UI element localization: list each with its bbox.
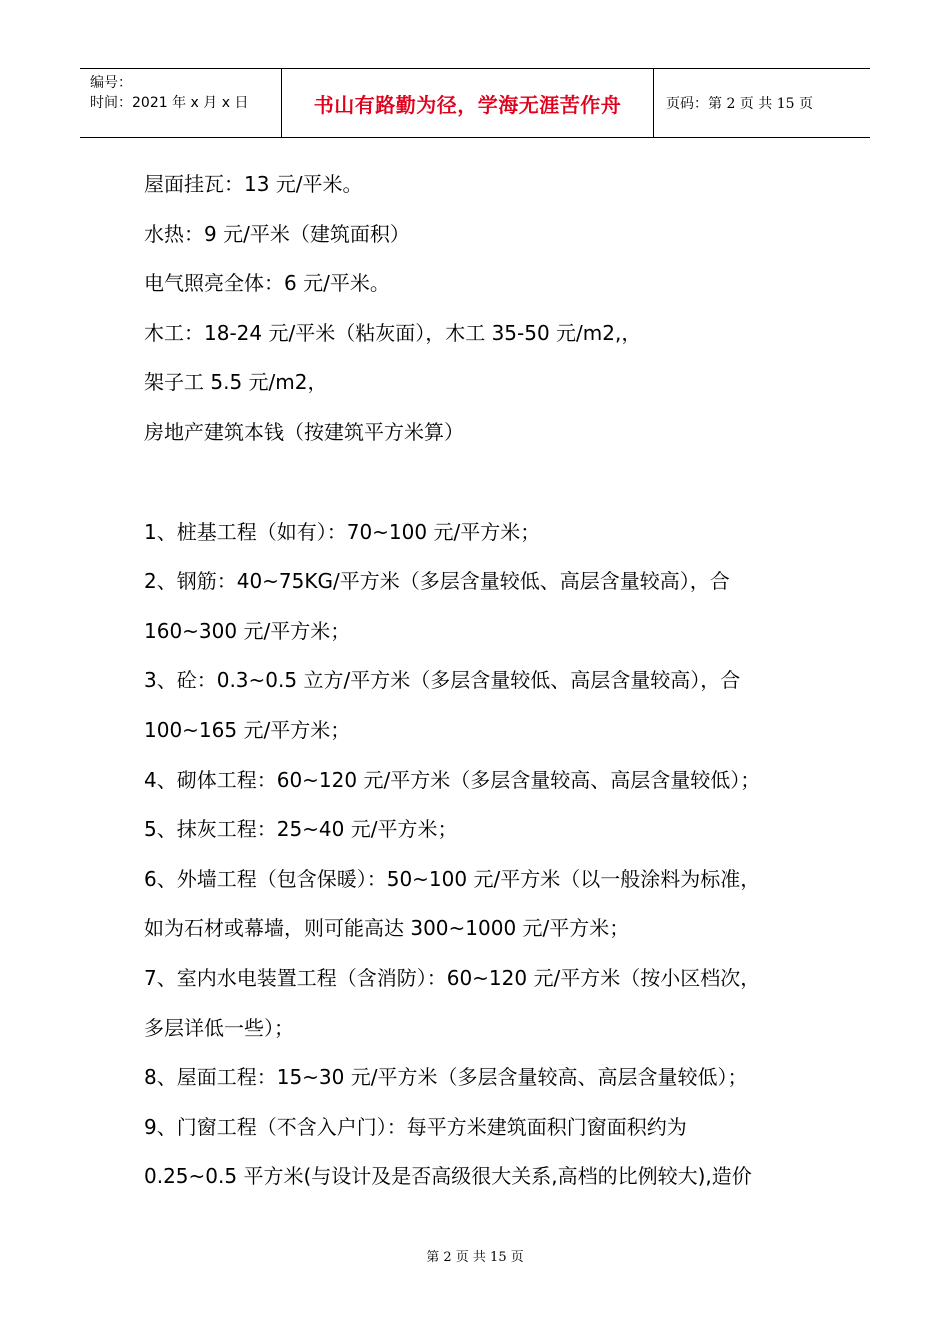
cost-item-line: 多层详低一些）； — [144, 1015, 294, 1040]
price-line: 木工：18-24 元/平米（粘灰面），木工 35-50 元/m2,， — [144, 320, 642, 345]
cost-item-line: 100~165 元/平方米； — [144, 717, 351, 742]
cost-item-line: 6、外墙工程（包含保暖）：50~100 元/平方米（以一般涂料为标准， — [144, 866, 761, 891]
document-date-label: 时间：2021 年 x 月 x 日 — [90, 95, 249, 111]
document-body — [144, 160, 834, 1202]
cost-item-line: 8、屋面工程：15~30 元/平方米（多层含量较高、高层含量较低）； — [144, 1065, 748, 1090]
cost-item-line: 3、砼：0.3~0.5 立方/平方米（多层含量较低、高层含量较高），合 — [144, 668, 741, 693]
cost-item-line: 2、钢筋：40~75KG/平方米（多层含量较低、高层含量较高），合 — [144, 569, 730, 594]
header-page-info: 页码：第 2 页 共 15 页 — [666, 96, 813, 112]
cost-item-line: 5、抹灰工程：25~40 元/平方米； — [144, 817, 458, 842]
section-heading: 房地产建筑本钱（按建筑平方米算） — [144, 419, 464, 444]
header-table — [80, 68, 870, 138]
price-line: 屋面挂瓦：13 元/平米。 — [144, 172, 363, 196]
cost-item-line: 1、桩基工程（如有）：70~100 元/平方米； — [144, 519, 541, 544]
paragraph-gap — [144, 458, 834, 508]
document-number-label: 编号： — [90, 75, 132, 91]
price-line: 水热：9 元/平米（建筑面积） — [144, 221, 410, 246]
page-footer — [0, 1246, 950, 1265]
cost-item-line: 160~300 元/平方米； — [144, 618, 351, 643]
header-motto-cell — [282, 69, 654, 137]
cost-item-line: 9、门窗工程（不含入户门）：每平方米建筑面积门窗面积约为 — [144, 1114, 687, 1139]
price-line: 架子工 5.5 元/m2， — [144, 370, 328, 395]
cost-item-line: 7、室内水电装置工程（含消防）：60~120 元/平方米（按小区档次， — [144, 965, 761, 990]
header-page-cell — [654, 69, 870, 137]
header-meta-cell — [80, 69, 282, 137]
footer-page-number: 第 2 页 共 15 页 — [426, 1250, 524, 1265]
cost-item-line: 4、砌体工程：60~120 元/平方米（多层含量较高、高层含量较低）； — [144, 767, 761, 792]
price-line: 电气照亮全体：6 元/平米。 — [144, 271, 390, 296]
cost-item-line: 0.25~0.5 平方米(与设计及是否高级很大关系,高档的比例较大),造价 — [144, 1164, 752, 1189]
header-motto: 书山有路勤为径，学海无涯苦作舟 — [313, 92, 622, 117]
cost-item-line: 如为石材或幕墙，则可能高达 300~1000 元/平方米； — [144, 916, 630, 941]
